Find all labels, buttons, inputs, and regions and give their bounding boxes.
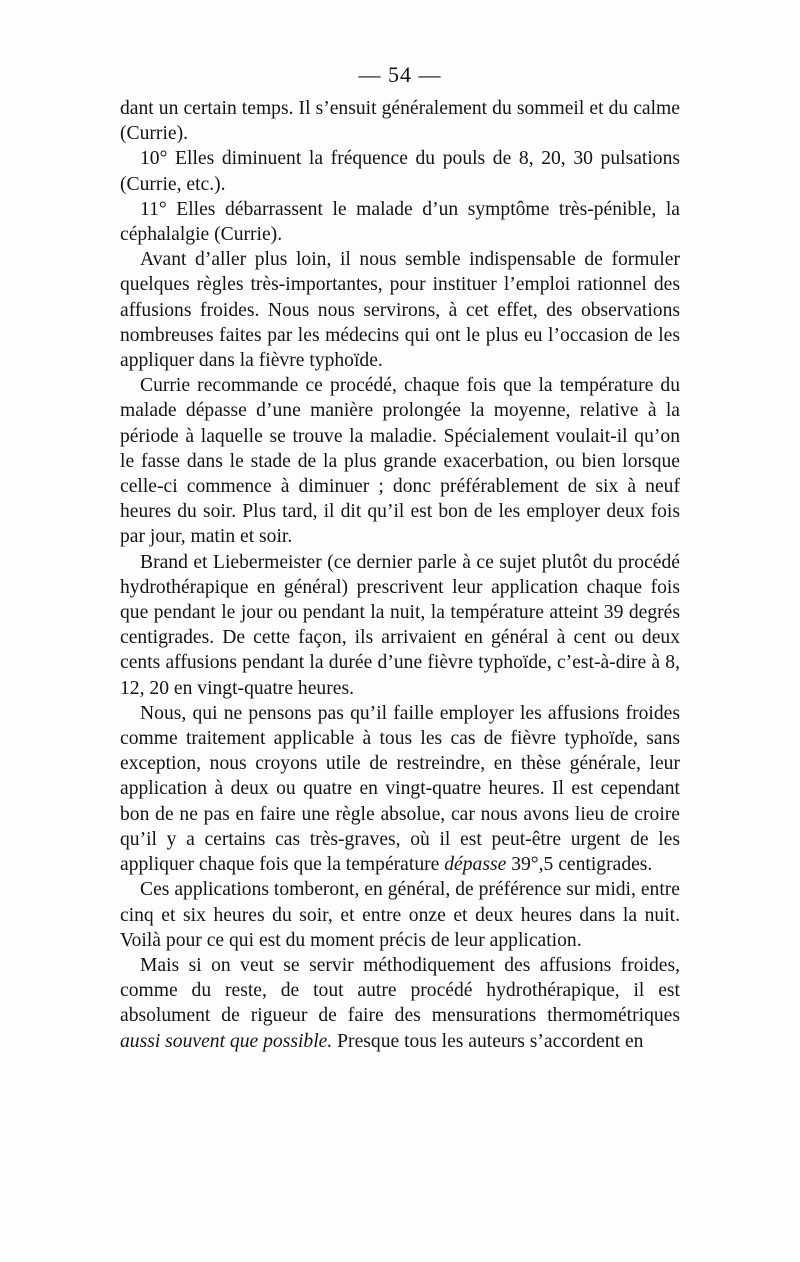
body-text	[120, 96, 680, 1054]
emphasis-aussi-souvent: aussi souvent que possible.	[120, 1030, 333, 1052]
paragraph-brand-liebermeister: Brand et Liebermeister (ce dernier parle à ce sujet plutôt du procédé hydrothérapique en général) prescrivent leur application chaque fois que pendant le jour ou pendant la nuit, la température atteint 39 degrés centigrades. De cette façon, ils arrivaient en général à cent ou deux cents affusions pendant la durée d’une fièvre typhoïde, c’est-à-dire à 8, 12, 20 en vingt-quatre heures.	[120, 551, 680, 699]
paragraph-timing: Ces applications tomberont, en général, de préférence sur midi, entre cinq et six heures du soir, et entre onze et deux heures dans la nuit. Voilà pour ce qui est du moment précis de leur application.	[120, 879, 680, 951]
paragraph-thermometry-text: Mais si on veut se servir méthodiquement des affusions froides, comme du reste, de tout autre procédé hydrothérapique, il est absolument de rigueur de faire des mensurations thermométriques	[120, 954, 680, 1027]
page-number: — 54 —	[358, 62, 442, 87]
paragraph-currie: Currie recommande ce procédé, chaque fois que la température du malade dépasse d’une manière prolongée la moyenne, relative à la période à laquelle se trouve la maladie. Spécialement voulait-il qu’on le fasse dans le stade de la plus grande exacerbation, ou bien lorsque celle-ci commence à diminuer ; donc préférablement de six à neuf heures du soir. Plus tard, il dit qu’il est bon de les employer deux fois par jour, matin et soir.	[120, 375, 680, 548]
paragraph-thermometry-end: Presque tous les auteurs s’accordent en	[332, 1030, 644, 1052]
paragraph-restriction-text: Nous, qui ne pensons pas qu’il faille employer les affusions froides comme traitement applicable à tous les cas de fièvre typhoïde, sans exception, nous croyons utile de restreindre, en thèse générale, leur application à deux ou quatre en vingt-quatre heures. Il est cependant bon de ne pas en faire une règle absolue, car nous avons lieu de croire qu’il y a certains cas très-graves, où il est peut-être urgent de les appliquer chaque fois que la température	[120, 702, 680, 876]
paragraph-continuation: dant un certain temps. Il s’ensuit généralement du sommeil et du calme (Currie).	[120, 98, 680, 145]
paragraph-point-10: 10° Elles diminuent la fréquence du pouls de 8, 20, 30 pulsations (Currie, etc.).	[120, 148, 680, 195]
paragraph-rules-intro: Avant d’aller plus loin, il nous semble indispensable de formuler quelques règles très-importantes, pour instituer l’emploi rationnel des affusions froides. Nous nous servirons, à cet effet, des observations nombreuses faites par les médecins qui ont le plus eu l’occasion de les appliquer dans la fièvre typhoïde.	[120, 249, 680, 372]
paragraph-thermometry	[120, 953, 680, 1054]
emphasis-depasse: dépasse	[444, 854, 507, 876]
paragraph-restriction-end: 39°,5 centigrades.	[506, 854, 653, 876]
paragraph-point-11: 11° Elles débarrassent le malade d’un symptôme très-pénible, la céphalalgie (Currie).	[120, 198, 680, 246]
paragraph-restriction	[120, 701, 680, 877]
